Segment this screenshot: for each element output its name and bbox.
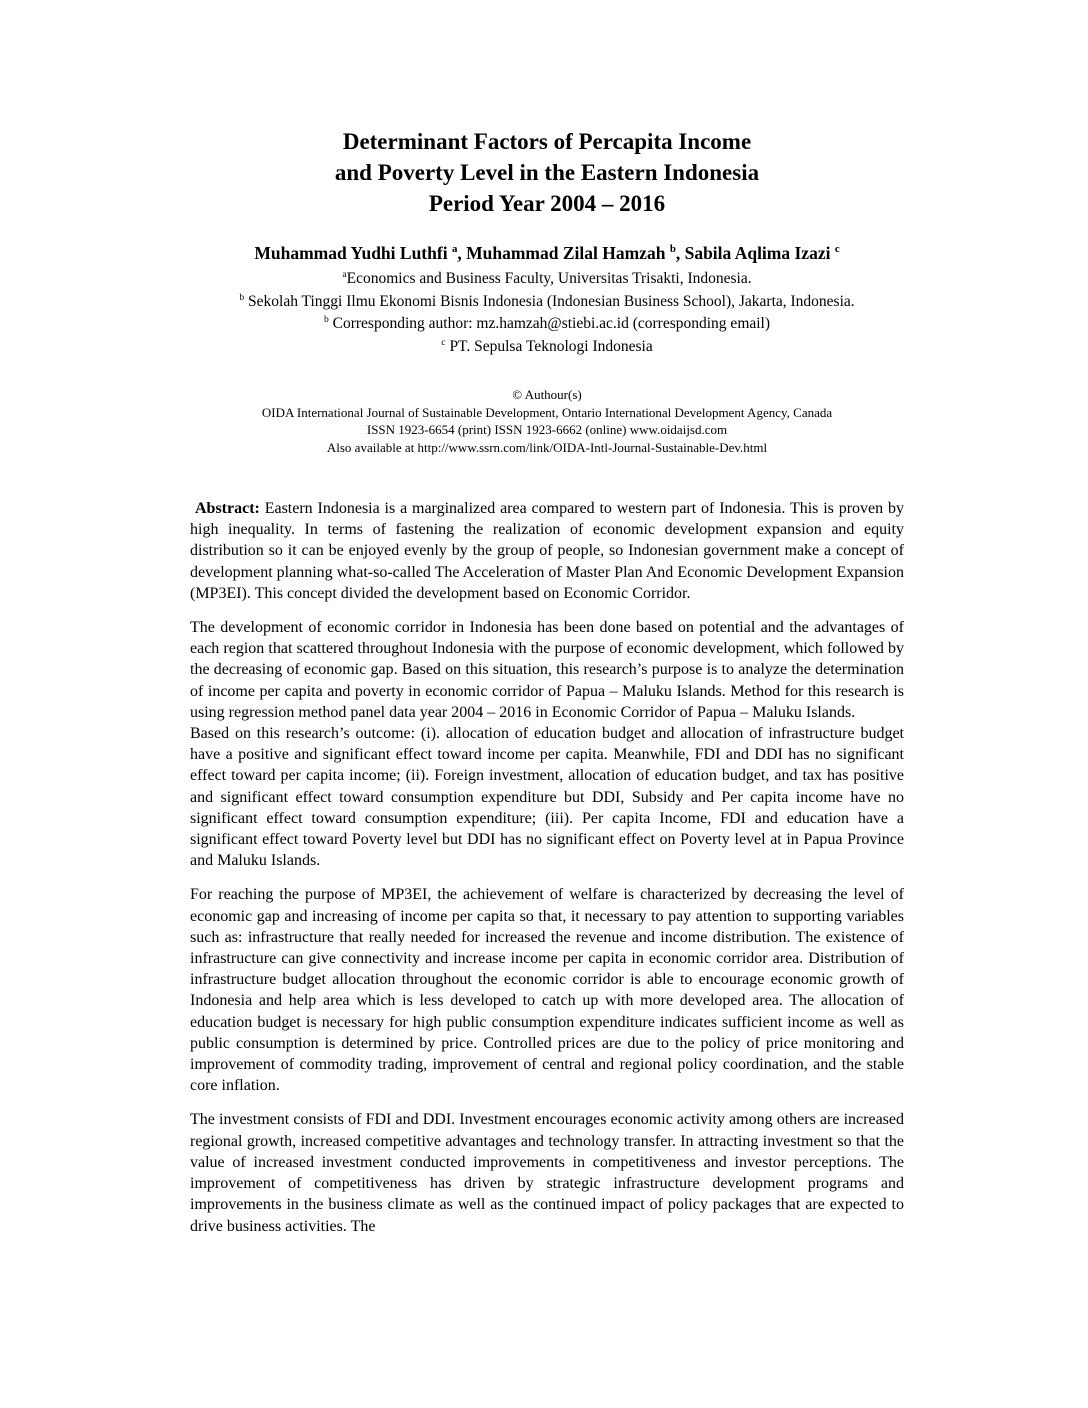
author-names-line — [190, 241, 904, 265]
affiliation-text-1: Economics and Business Faculty, Universitas Trisakti, Indonesia. — [346, 270, 752, 287]
imprint-issn: ISSN 1923-6654 (print) ISSN 1923-6662 (online) www.oidaijsd.com — [366, 422, 728, 437]
imprint-journal: OIDA International Journal of Sustainable Development, Ontario International Development Agency, Canada — [261, 404, 833, 420]
author-sup-1: a — [451, 243, 458, 256]
abstract-paragraph-5: The investment consists of FDI and DDI. Investment encourages economic activity among others are increased regional growth, increased competitive advantages and technology transfer. In attracting investment so that the value of increased investment conducted improvements in competitiveness and investor perceptions. The improvement of competitiveness has driven by strategic infrastructure development programs and improvements in the business climate as well as the continued impact of policy packages that are expected to drive business activities. The — [190, 1111, 904, 1235]
imprint-ssrn-url: Also available at http://www.ssrn.com/link/OIDA-Intl-Journal-Sustainable-Dev.html — [326, 439, 768, 455]
author-name-3: Sabila Aqlima Izazi — [684, 243, 835, 263]
abstract-paragraph-4: For reaching the purpose of MP3EI, the achievement of welfare is characterized by decreasing the level of economic gap and increasing of income per capita so that, it necessary to pay attention to supporting variables such as: infrastructure that really needed for increased the revenue and income distribution. The existence of infrastructure can give connectivity and increase income per capita in economic corridor area. Distribution of infrastructure budget allocation throughout the economic corridor is able to encourage economic growth of Indonesia and help area which is less developed to catch up with more developed area. The allocation of education budget is necessary for high public consumption expenditure indicates sufficient income as well as public consumption is determined by price. Controlled prices are due to the policy of price monitoring and improvement of commodity trading, improvement of central and regional policy coordination, and the stable core inflation. — [190, 886, 904, 1095]
imprint-copyright: © Authour(s) — [512, 387, 582, 402]
author-sup-3: c — [834, 243, 840, 256]
affiliation-sup-2: b — [239, 291, 245, 303]
title-line-2: and Poverty Level in the Eastern Indonesia — [334, 160, 760, 185]
affiliation-sup-1: a — [342, 268, 347, 280]
affiliation-line-3 — [190, 313, 904, 336]
imprint-block — [190, 386, 904, 456]
affiliation-line-4 — [190, 336, 904, 359]
abstract-section — [190, 498, 904, 1237]
affiliation-line-1 — [190, 268, 904, 291]
affiliation-text-4: PT. Sepulsa Teknologi Indonesia — [445, 337, 653, 355]
author-name-2: Muhammad Zilal Hamzah — [466, 243, 670, 263]
title-line-3: Period Year 2004 – 2016 — [428, 191, 666, 216]
paper-title — [190, 126, 904, 219]
abstract-paragraph-1-text: Eastern Indonesia is a marginalized area compared to western part of Indonesia. This is proven by high inequality. In terms of fastening the realization of economic development expansion and equity distribution so it can be enjoyed evenly by the group of people, so Indonesian government make a concept of development planning what-so-called The Acceleration of Master Plan And Economic Development Expansion (MP3EI). This concept divided the development based on Economic Corridor. — [190, 500, 904, 602]
abstract-paragraph-2: The development of economic corridor in Indonesia has been done based on potential and the advantages of each region that scattered throughout Indonesia with the purpose of economic development, which followed by the decreasing of economic gap. Based on this situation, this research’s purpose is to analyze the determination of income per capita and poverty in economic corridor of Papua – Maluku Islands. Method for this research is using regression method panel data year 2004 – 2016 in Economic Corridor of Papua – Maluku Islands. — [190, 619, 904, 721]
affiliation-text-2: Sekolah Tinggi Ilmu Ekonomi Bisnis Indonesia (Indonesian Business School), Jakarta, Indonesia. — [244, 292, 855, 310]
affiliation-text-3: Corresponding author: mz.hamzah@stiebi.ac.id (corresponding email) — [328, 315, 771, 332]
affiliation-sup-4: c — [441, 336, 446, 348]
paper-page-content — [190, 0, 904, 1250]
affiliation-sup-3: b — [323, 313, 329, 325]
authors-block — [190, 241, 904, 358]
author-separator: , — [457, 243, 467, 263]
affiliation-line-2 — [190, 291, 904, 314]
abstract-label: Abstract: — [195, 500, 260, 517]
title-line-1: Determinant Factors of Percapita Income — [342, 129, 752, 154]
author-separator: , — [675, 243, 685, 263]
author-name-1: Muhammad Yudhi Luthfi — [254, 243, 452, 263]
abstract-paragraph-3: Based on this research’s outcome: (i). allocation of education budget and allocation of infrastructure budget have a positive and significant effect toward income per capita. Meanwhile, FDI and DDI has no significant effect toward per capita income; (ii). Foreign investment, allocation of education budget, and tax has positive and significant effect toward consumption expenditure but DDI, Subsidy and Per capita income have no significant effect toward consumption expenditure; (iii). Per capita Income, FDI and education have a significant effect toward Poverty level but DDI has no significant effect on Poverty level at in Papua Province and Maluku Islands. — [190, 725, 904, 870]
abstract-paragraph-1 — [190, 498, 904, 604]
author-sup-2: b — [669, 243, 676, 256]
